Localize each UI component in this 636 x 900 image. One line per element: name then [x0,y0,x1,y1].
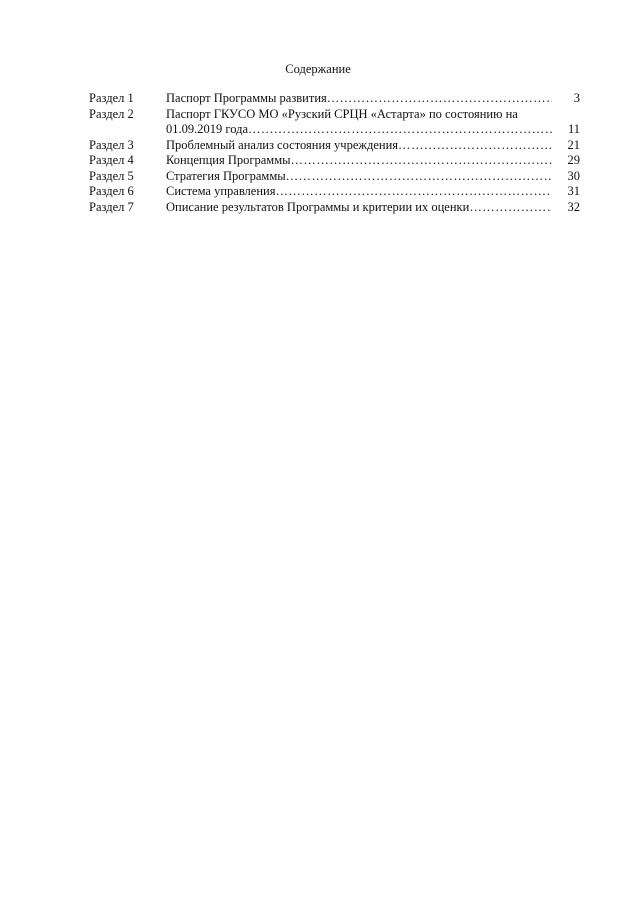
toc-section-number: Раздел 7 [89,199,134,214]
toc-entry-title [166,184,552,200]
toc-page-number: 31 [567,184,580,198]
toc-section-number: Раздел 2 [89,106,134,121]
toc-page-number: 30 [567,168,580,183]
toc-entry-title [166,138,552,154]
toc-entry-text: 01.09.2019 года [166,122,248,136]
toc-page-number: 21 [567,137,580,152]
toc-list [0,91,636,215]
toc-entry [0,91,636,107]
toc-page-number: 3 [573,91,580,105]
toc-entry [0,153,636,169]
dot-leader [291,153,552,169]
toc-entry-title [166,169,552,185]
dot-leader [275,184,552,200]
toc-entry-text: Описание результатов Программы и критерии их оценки [166,199,470,214]
toc-section-number: Раздел 6 [89,184,134,198]
toc-entry-text: Паспорт ГКУСО МО «Рузский СРЦН «Астарта» по состоянию на [166,106,518,121]
toc-entry-text: Концепция Программы [166,153,291,167]
dot-leader [286,169,552,185]
toc-entry-title [166,153,552,169]
toc-page-number: 29 [567,153,580,167]
toc-page-number: 11 [567,122,580,136]
toc-page-number: 32 [567,199,580,214]
toc-entry [0,107,636,138]
toc-title: Содержание [285,62,351,76]
toc-entry [0,184,636,200]
toc-entry [0,138,636,154]
toc-entry-title [166,200,552,216]
toc-entry-text: Проблемный анализ состояния учреждения [166,137,399,152]
toc-entry-title [166,91,552,107]
toc-entry-title [166,107,552,138]
toc-section-number: Раздел 5 [89,168,134,183]
toc-entry-text: Паспорт Программы развития [166,91,327,105]
toc-entry [0,200,636,216]
toc-section-number: Раздел 4 [89,153,134,167]
toc-entry-text: Система управления [166,184,276,198]
dot-leader [327,91,552,107]
dot-leader [469,200,552,216]
toc-section-number: Раздел 3 [89,137,134,152]
toc-entry [0,169,636,185]
toc-entry-text: Стратегия Программы [166,168,286,183]
dot-leader [398,138,552,154]
toc-section-number: Раздел 1 [89,91,134,105]
dot-leader [248,122,552,138]
